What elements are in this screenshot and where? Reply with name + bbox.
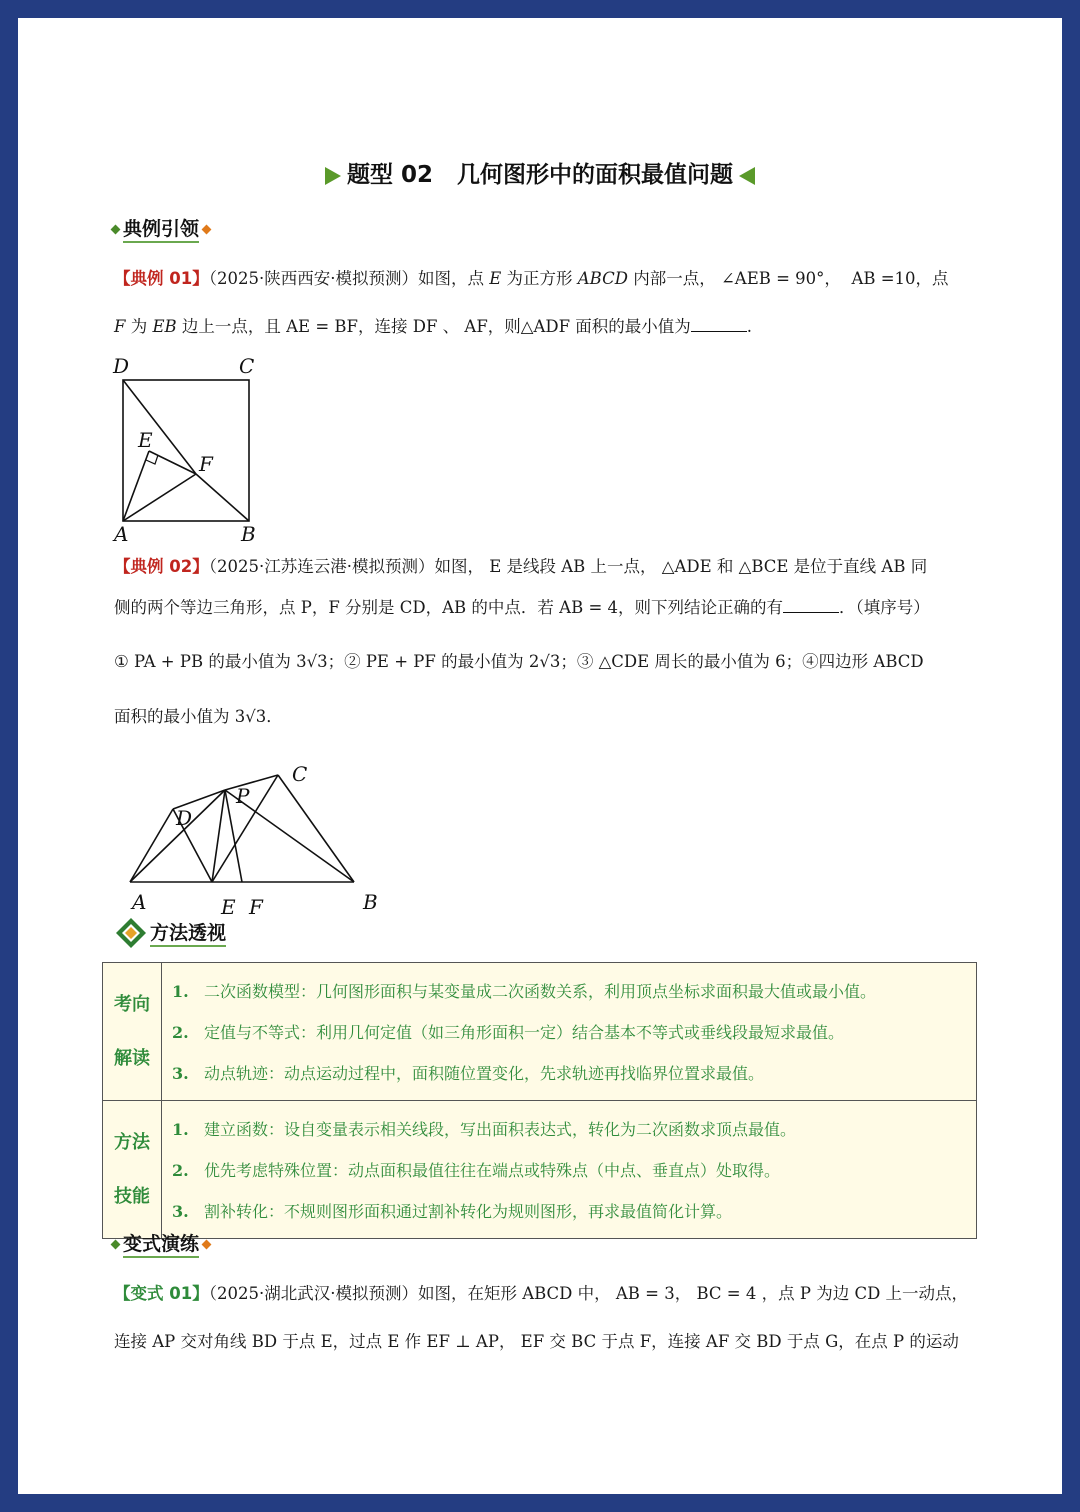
label-D: D: [176, 806, 193, 830]
segment-DF: [123, 380, 196, 474]
title-main: 几何图形中的面积最值问题: [457, 162, 734, 188]
section-method-heading: [114, 916, 226, 950]
variant1-line1: [114, 1283, 968, 1305]
example2-line2: [114, 597, 930, 619]
tip-number: 3.: [172, 1202, 189, 1221]
tip-number: 1.: [172, 1120, 189, 1139]
example2-text: ．（填序号）: [839, 598, 930, 617]
row1-head: [103, 963, 162, 1101]
diamond-icon: [111, 225, 121, 235]
variant1-text: 如图，在矩形 ABCD 中， AB = 3， BC = 4 ，点 P 为边 CD 上一动点，: [417, 1284, 969, 1303]
segment-AE: [123, 451, 149, 521]
figure-square: [108, 353, 278, 546]
row2-head-line: 方法: [114, 1131, 150, 1153]
answer-blank: [691, 317, 747, 332]
table-row: [103, 963, 977, 1101]
example2-options: ① PA + PB 的最小值为 3√3；② PE + PF 的最小值为 2√3；③ △CDE 周长的最小值为 6；④四边形 ABCD: [114, 652, 924, 671]
tip-item: [172, 1191, 966, 1232]
example1-text: AB =10，点: [851, 269, 949, 288]
example1-tag: 【典例 01】: [114, 269, 209, 288]
title-prefix: 题型 02: [346, 162, 433, 188]
variant1-text: 连接 AP 交对角线 BD 于点 E，过点 E 作 EF ⊥ AP， EF 交 BC 于点 F，连接 AF 交 BD 于点 G，在点 P 的运动: [114, 1332, 959, 1351]
example2-tag: 【典例 02】: [114, 557, 209, 576]
example1-text: 内部一点，: [633, 269, 716, 288]
tip-item: [172, 1012, 966, 1053]
row1-head-line: 解读: [114, 1047, 150, 1069]
section-practice-heading: [112, 1229, 210, 1256]
label-B: B: [363, 890, 378, 914]
diamond-icon: [111, 1240, 121, 1250]
label-P: P: [236, 784, 250, 808]
label-E: E: [138, 428, 153, 452]
label-D: D: [113, 354, 130, 378]
diamond-icon: [202, 1240, 212, 1250]
row1-body: [162, 963, 977, 1101]
variant1-line2: [114, 1331, 959, 1353]
tip-text: 定值与不等式：利用几何定值（如三角形面积一定）结合基本不等式或垂线段最短求最值。: [204, 1023, 845, 1042]
tip-number: 1.: [172, 982, 189, 1001]
example1-text: ∠AEB = 90°，: [720, 269, 841, 288]
label-A: A: [114, 522, 129, 546]
table-row: [103, 1101, 977, 1239]
tip-text: 优先考虑特殊位置：动点面积最值往往在端点或特殊点（中点、垂直点）处取得。: [204, 1161, 781, 1180]
tip-item: [172, 1053, 966, 1094]
example1-text: 如图，点: [417, 269, 484, 288]
label-E: E: [221, 895, 236, 919]
label-C: C: [239, 354, 255, 378]
segment-AF: [123, 474, 196, 521]
label-F: F: [199, 452, 213, 476]
tip-text: 建立函数：设自变量表示相关线段，写出面积表达式，转化为二次函数求顶点最值。: [204, 1120, 797, 1139]
example1-text: AE = BF，连接: [286, 317, 408, 336]
section-examples-label: 典例引领: [123, 218, 199, 243]
example2-source: （2025·江苏连云港·模拟预测）: [208, 557, 435, 576]
label-C: C: [292, 762, 308, 786]
tip-item: [172, 971, 966, 1012]
example1-text: 为: [130, 317, 148, 336]
example1-text: DF 、 AF，则△ADF 面积的最小值为: [412, 317, 691, 336]
tip-item: [172, 1150, 966, 1191]
example2-line4: [114, 706, 283, 728]
segment-CB: [278, 775, 354, 882]
section-method-label: 方法透视: [150, 922, 226, 947]
row1-head-line: 考向: [114, 993, 150, 1015]
example1-line1: 【典例 01】（2025·陕西西安·模拟预测）如图，点 E 为正方形 ABCD 内部一点， ∠AEB = 90°， AB =10，点: [114, 269, 949, 288]
example1-source: （2025·陕西西安·模拟预测）: [208, 269, 418, 288]
label-F: F: [249, 895, 263, 919]
example1-text: 边上一点，且: [181, 317, 281, 336]
variant1-tag: 【变式 01】: [114, 1284, 209, 1303]
section-practice-label: 变式演练: [123, 1233, 199, 1258]
example1-text: 为正方形: [506, 269, 573, 288]
row2-head-line: 技能: [114, 1185, 150, 1207]
tip-item: [172, 1109, 966, 1150]
label-B: B: [241, 522, 256, 546]
segment-PE: [212, 790, 225, 882]
tip-number: 2.: [172, 1023, 189, 1042]
row2-body: [162, 1101, 977, 1239]
left-arrow-icon: [739, 167, 755, 185]
tip-text: 二次函数模型：几何图形面积与某变量成二次函数关系，利用顶点坐标求面积最大值或最小值。: [204, 982, 877, 1001]
section-examples-heading: [112, 214, 210, 241]
page-sheet: [18, 18, 1062, 1494]
method-table: [102, 962, 977, 1239]
example2-text: 侧的两个等边三角形，点 P，F 分别是 CD，AB 的中点．若 AB = 4，则下列结论正确的有: [114, 598, 784, 617]
example2-line3: [114, 651, 924, 673]
example2-line1: [114, 556, 927, 578]
tip-number: 2.: [172, 1161, 189, 1180]
diamond-icon: [202, 225, 212, 235]
example2-text: 如图， E 是线段 AB 上一点， △ADE 和 △BCE 是位于直线 AB 同: [434, 557, 928, 576]
variant1-source: （2025·湖北武汉·模拟预测）: [208, 1284, 418, 1303]
segment-FB: [196, 474, 249, 521]
figure-triangles: [110, 753, 380, 919]
tip-text: 割补转化：不规则图形面积通过割补转化为规则图形，再求最值简化计算。: [204, 1202, 733, 1221]
example1-line2: F 为 EB 边上一点，且 AE = BF，连接 DF 、 AF，则△ADF 面积的最小值为 .: [114, 317, 753, 336]
segment-PA: [130, 790, 225, 882]
tip-text: 动点轨迹：动点运动过程中，面积随位置变化，先求轨迹再找临界位置求最值。: [204, 1064, 765, 1083]
page-title: [18, 156, 1062, 189]
answer-blank: [783, 598, 839, 613]
example2-options: 面积的最小值为 3√3．: [114, 707, 283, 726]
label-A: A: [132, 890, 147, 914]
example1-text: .: [746, 317, 753, 336]
right-arrow-icon: [325, 167, 341, 185]
row2-head: [103, 1101, 162, 1239]
tip-number: 3.: [172, 1064, 189, 1083]
method-diamond-icon: [114, 916, 150, 950]
